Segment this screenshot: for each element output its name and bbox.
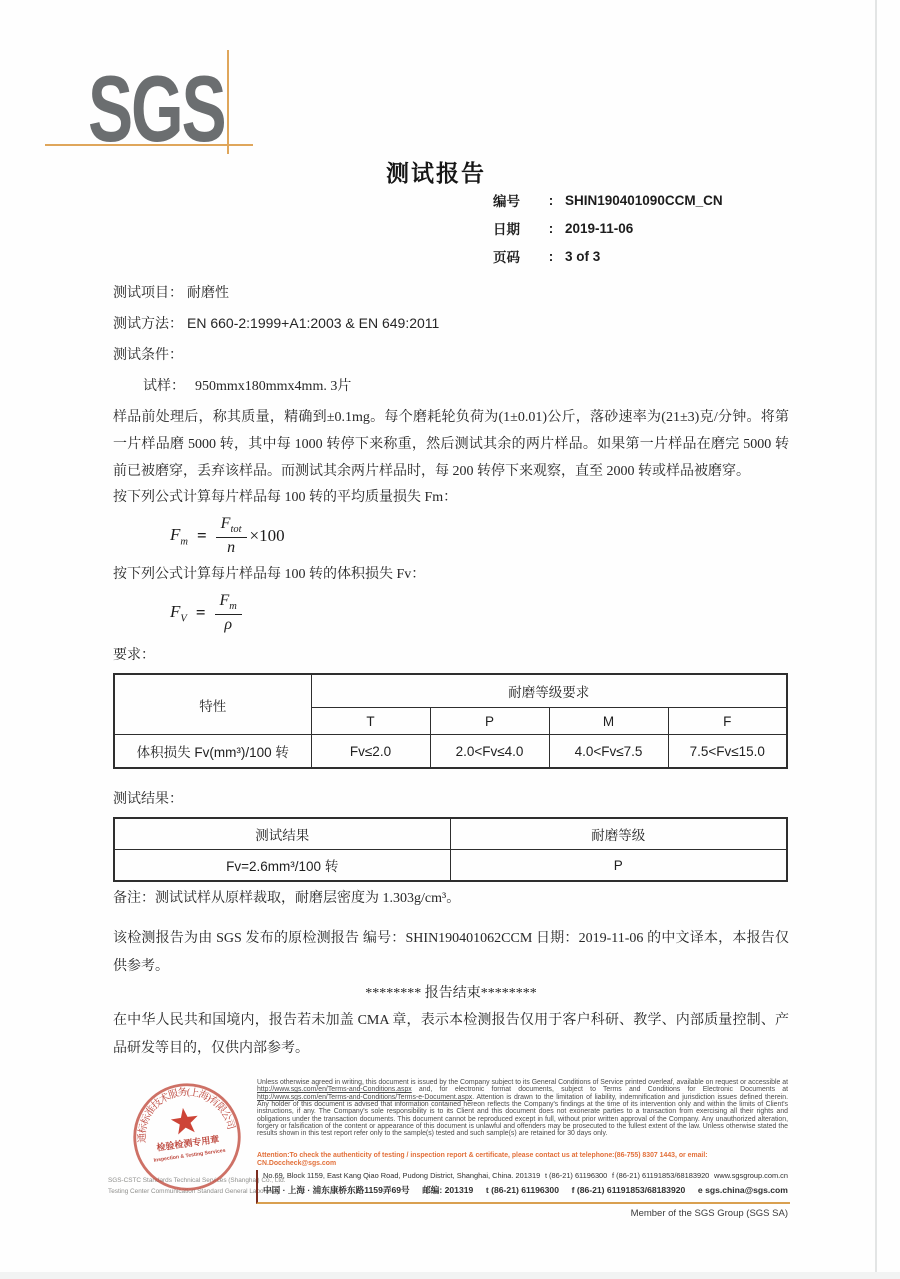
- disclaimer-part2: and, for electronic format documents, subject to Terms and Conditions for Electronic Documents at: [411, 1086, 788, 1094]
- formula1-denominator: [227, 538, 235, 558]
- scan-edge-bottom: [0, 1272, 900, 1279]
- formula1-num-base: F: [220, 514, 231, 532]
- test-item-value: 耐磨性: [187, 285, 229, 301]
- report-number-value: SHIN190401090CCM_CN: [565, 192, 723, 208]
- address-en: No.69, Block 1159, East Kang Qiao Road, Pudong District, Shanghai, China. 201319: [263, 1171, 541, 1180]
- address-cn: 中国 · 上海 · 浦东康桥东路1159弄69号: [263, 1185, 410, 1195]
- sample-line: [113, 369, 789, 400]
- report-page-label: 页码: [493, 250, 520, 265]
- formula2-lhs: [170, 602, 187, 624]
- grade-p-cell: P: [430, 708, 549, 735]
- test-item-line: [113, 276, 789, 307]
- result-header-cell: 测试结果: [114, 818, 450, 850]
- email-label: e: [697, 1185, 703, 1195]
- test-condition-label: 测试条件：: [113, 347, 183, 363]
- terms-conditions-link[interactable]: http://www.sgs.com/en/Terms-and-Conditions.aspx: [257, 1086, 412, 1094]
- remark-line: 备注：测试试样从原样裁取，耐磨层密度为 1.303g/cm³。: [113, 891, 461, 906]
- stamp-star: [169, 1106, 199, 1135]
- formula1-lhs: [170, 525, 188, 547]
- result-value-cell: Fv=2.6mm³/100 转: [114, 850, 450, 882]
- result-table-header-row: [114, 818, 787, 850]
- formula2-lhs-base: F: [170, 601, 181, 621]
- report-title: 测试报告: [386, 160, 486, 186]
- formula1-den-var: n: [227, 539, 236, 557]
- test-condition-line: [113, 338, 789, 369]
- test-method-line: [113, 307, 789, 338]
- volume-loss-row: [114, 735, 787, 769]
- test-item-label: 测试项目：: [113, 285, 183, 301]
- result-table-data-row: [114, 850, 787, 882]
- email-link[interactable]: sgs.china@sgs.com: [705, 1185, 788, 1195]
- authenticity-attention: Attention:To check the authenticity of testing / inspection report & certificate, please contact us at telephone:(86-755) 8307 1443, or email: CN.Doccheck@sgs.com: [257, 1152, 708, 1167]
- terms-disclaimer: [257, 1079, 788, 1138]
- formula2-den-var: ρ: [224, 616, 233, 634]
- formula-mass-loss: [170, 514, 789, 558]
- formula1-lhs-sub: m: [180, 536, 188, 548]
- report-date-separator: :: [548, 220, 554, 236]
- formula2-denominator: [224, 615, 232, 635]
- telephone-en: t (86-21) 61196300: [544, 1171, 608, 1180]
- grade-f-limit-cell: 7.5<Fv≤15.0: [668, 735, 787, 769]
- translation-note: 该检测报告为由 SGS 发布的原检测报告 编号：SHIN190401062CCM 日期：2019-11-06 的中文译本，本报告仅供参考。: [113, 931, 789, 974]
- report-page-value: 3 of 3: [565, 248, 601, 264]
- postcode-cn: 邮编: 201319: [422, 1185, 474, 1195]
- sample-value: 950mmx180mmx4mm. 3片: [195, 378, 352, 394]
- stamp-center-line2: Inspection & Testing Services: [153, 1147, 226, 1164]
- disclaimer-part3: . Attention is drawn to the limitation of liability, indemnification and jurisdiction issues defined therein. Any holder of this document is advised that information contained hereon reflects the Company's findings at the time of its intervention only and within the limits of Client's instructions, if any. The Company's sole responsibility is to its Client and this document does not exonerate parties to a transaction from exercising all their rights and obligations under the transaction documents. This document cannot be reproduced except in full, without prior written approval of the Company. Any unauthorized alteration, forgery or falsification of the content or appearance of this document is unlawful and offenders may be prosecuted to the fullest extent of the law. Unless otherwise stated the results shown in this test report refer only to the sample(s) tested and such sample(s) are retained for 30 days only.: [257, 1093, 788, 1138]
- report-number-row: [493, 186, 723, 214]
- company-name-line2: Testing Center Communication Standard General Laboratory: [108, 1188, 280, 1195]
- result-label: 测试结果：: [113, 792, 183, 807]
- report-meta: [493, 186, 723, 270]
- company-name-line1: SGS-CSTC Standards Technical Services (Shanghai) Co., Ltd.: [108, 1177, 286, 1184]
- sample-label: 试样：: [143, 378, 185, 394]
- requirement-label: 要求：: [113, 648, 155, 663]
- formula1-equals: =: [196, 526, 207, 545]
- report-body: [113, 276, 789, 1062]
- formula2-fraction: [215, 591, 242, 635]
- stamp-ring-text: 通标标准技术服务(上海)有限公司: [137, 1086, 237, 1144]
- formula2-num-base: F: [219, 591, 230, 609]
- report-date-row: [493, 214, 723, 242]
- grade-requirement-header-cell: 耐磨等级要求: [311, 674, 787, 708]
- grade-header-cell: 耐磨等级: [450, 818, 787, 850]
- grade-t-cell: T: [311, 708, 430, 735]
- telephone-cn: t (86-21) 61196300: [485, 1185, 559, 1195]
- address-block: [256, 1170, 790, 1204]
- address-row-en: [263, 1171, 788, 1184]
- formula1-num-sub: tot: [230, 524, 242, 536]
- characteristic-header-cell: 特性: [114, 674, 311, 735]
- formula2-equals: =: [195, 603, 206, 622]
- formula1-fraction: [216, 514, 247, 558]
- report-page-separator: :: [548, 248, 554, 264]
- formula-volume-loss: [170, 591, 789, 635]
- formula1-multiplier: ×100: [249, 526, 285, 545]
- email-line: [698, 1185, 788, 1195]
- cma-note: 在中华人民共和国境内，报告若未加盖 CMA 章，表示本检测报告仅用于客户科研、教学、内部质量控制、产品研发等目的，仅供内部参考。: [113, 1013, 789, 1056]
- report-date-value: 2019-11-06: [565, 220, 634, 236]
- formula2-num-sub: m: [229, 601, 237, 613]
- sgs-member-line: Member of the SGS Group (SGS SA): [630, 1208, 788, 1219]
- grade-f-cell: F: [668, 708, 787, 735]
- formula1-intro: 按下列公式计算每片样品每 100 转的平均质量损失 Fm：: [113, 490, 458, 505]
- requirement-table-header-row: [114, 674, 787, 708]
- grade-p-limit-cell: 2.0<Fv≤4.0: [430, 735, 549, 769]
- stamp-graphic: [123, 1073, 252, 1202]
- grade-t-limit-cell: Fv≤2.0: [311, 735, 430, 769]
- report-end-line: ******** 报告结束********: [365, 986, 537, 1001]
- test-method-value: EN 660-2:1999+A1:2003 & EN 649:2011: [187, 314, 440, 331]
- logo-crosshair-vertical: [227, 50, 229, 154]
- terms-e-document-link[interactable]: http://www.sgs.com/en/Terms-and-Conditions/Terms-e-Document.aspx: [257, 1093, 473, 1101]
- grade-value-cell: P: [450, 850, 787, 882]
- formula1-lhs-base: F: [170, 524, 181, 544]
- scan-edge-right: [875, 0, 877, 1279]
- formula2-intro: 按下列公式计算每片样品每 100 转的体积损失 Fv：: [113, 567, 426, 582]
- website-link[interactable]: www.sgsgroup.com.cn: [714, 1171, 788, 1180]
- grade-m-limit-cell: 4.0<Fv≤7.5: [549, 735, 668, 769]
- report-page-row: [493, 242, 723, 270]
- formula1-numerator: [216, 514, 247, 538]
- report-number-separator: :: [548, 192, 554, 208]
- test-method-label: 测试方法：: [113, 316, 183, 332]
- disclaimer-part1: Unless otherwise agreed in writing, this document is issued by the Company subject to its General Conditions of Service printed overleaf, available on request or accessible at: [257, 1079, 788, 1086]
- report-number-label: 编号: [493, 194, 520, 209]
- requirement-table: [113, 673, 788, 769]
- fax-cn: f (86-21) 61191853/68183920: [571, 1185, 686, 1195]
- stamp-center-line1: 检验检测专用章: [155, 1134, 220, 1153]
- result-table: [113, 817, 788, 882]
- address-row-cn: [263, 1184, 788, 1199]
- formula2-lhs-sub: V: [180, 613, 187, 625]
- fax-en: f (86-21) 61191853/68183920: [612, 1171, 710, 1180]
- procedure-paragraph: 样品前处理后，称其质量，精确到±0.1mg。每个磨耗轮负荷为(1±0.01)公斤，落砂速率为(21±3)克/分钟。将第一片样品磨 5000 转，其中每 1000 转停下来称重，然后测试其余的两片样品。如果第一片样品在磨完 5000 转前已被磨穿，丢弃该样品。而测试其余两片样品时，每 200 转停下来观察，直至 2000 转或样品被磨穿。: [113, 410, 789, 479]
- volume-loss-label-cell: 体积损失 Fv(mm³)/100 转: [114, 735, 311, 769]
- inspection-stamp: [123, 1073, 252, 1202]
- sgs-logo: SGS: [88, 56, 225, 161]
- grade-m-cell: M: [549, 708, 668, 735]
- formula2-numerator: [215, 591, 242, 615]
- report-date-label: 日期: [493, 222, 520, 237]
